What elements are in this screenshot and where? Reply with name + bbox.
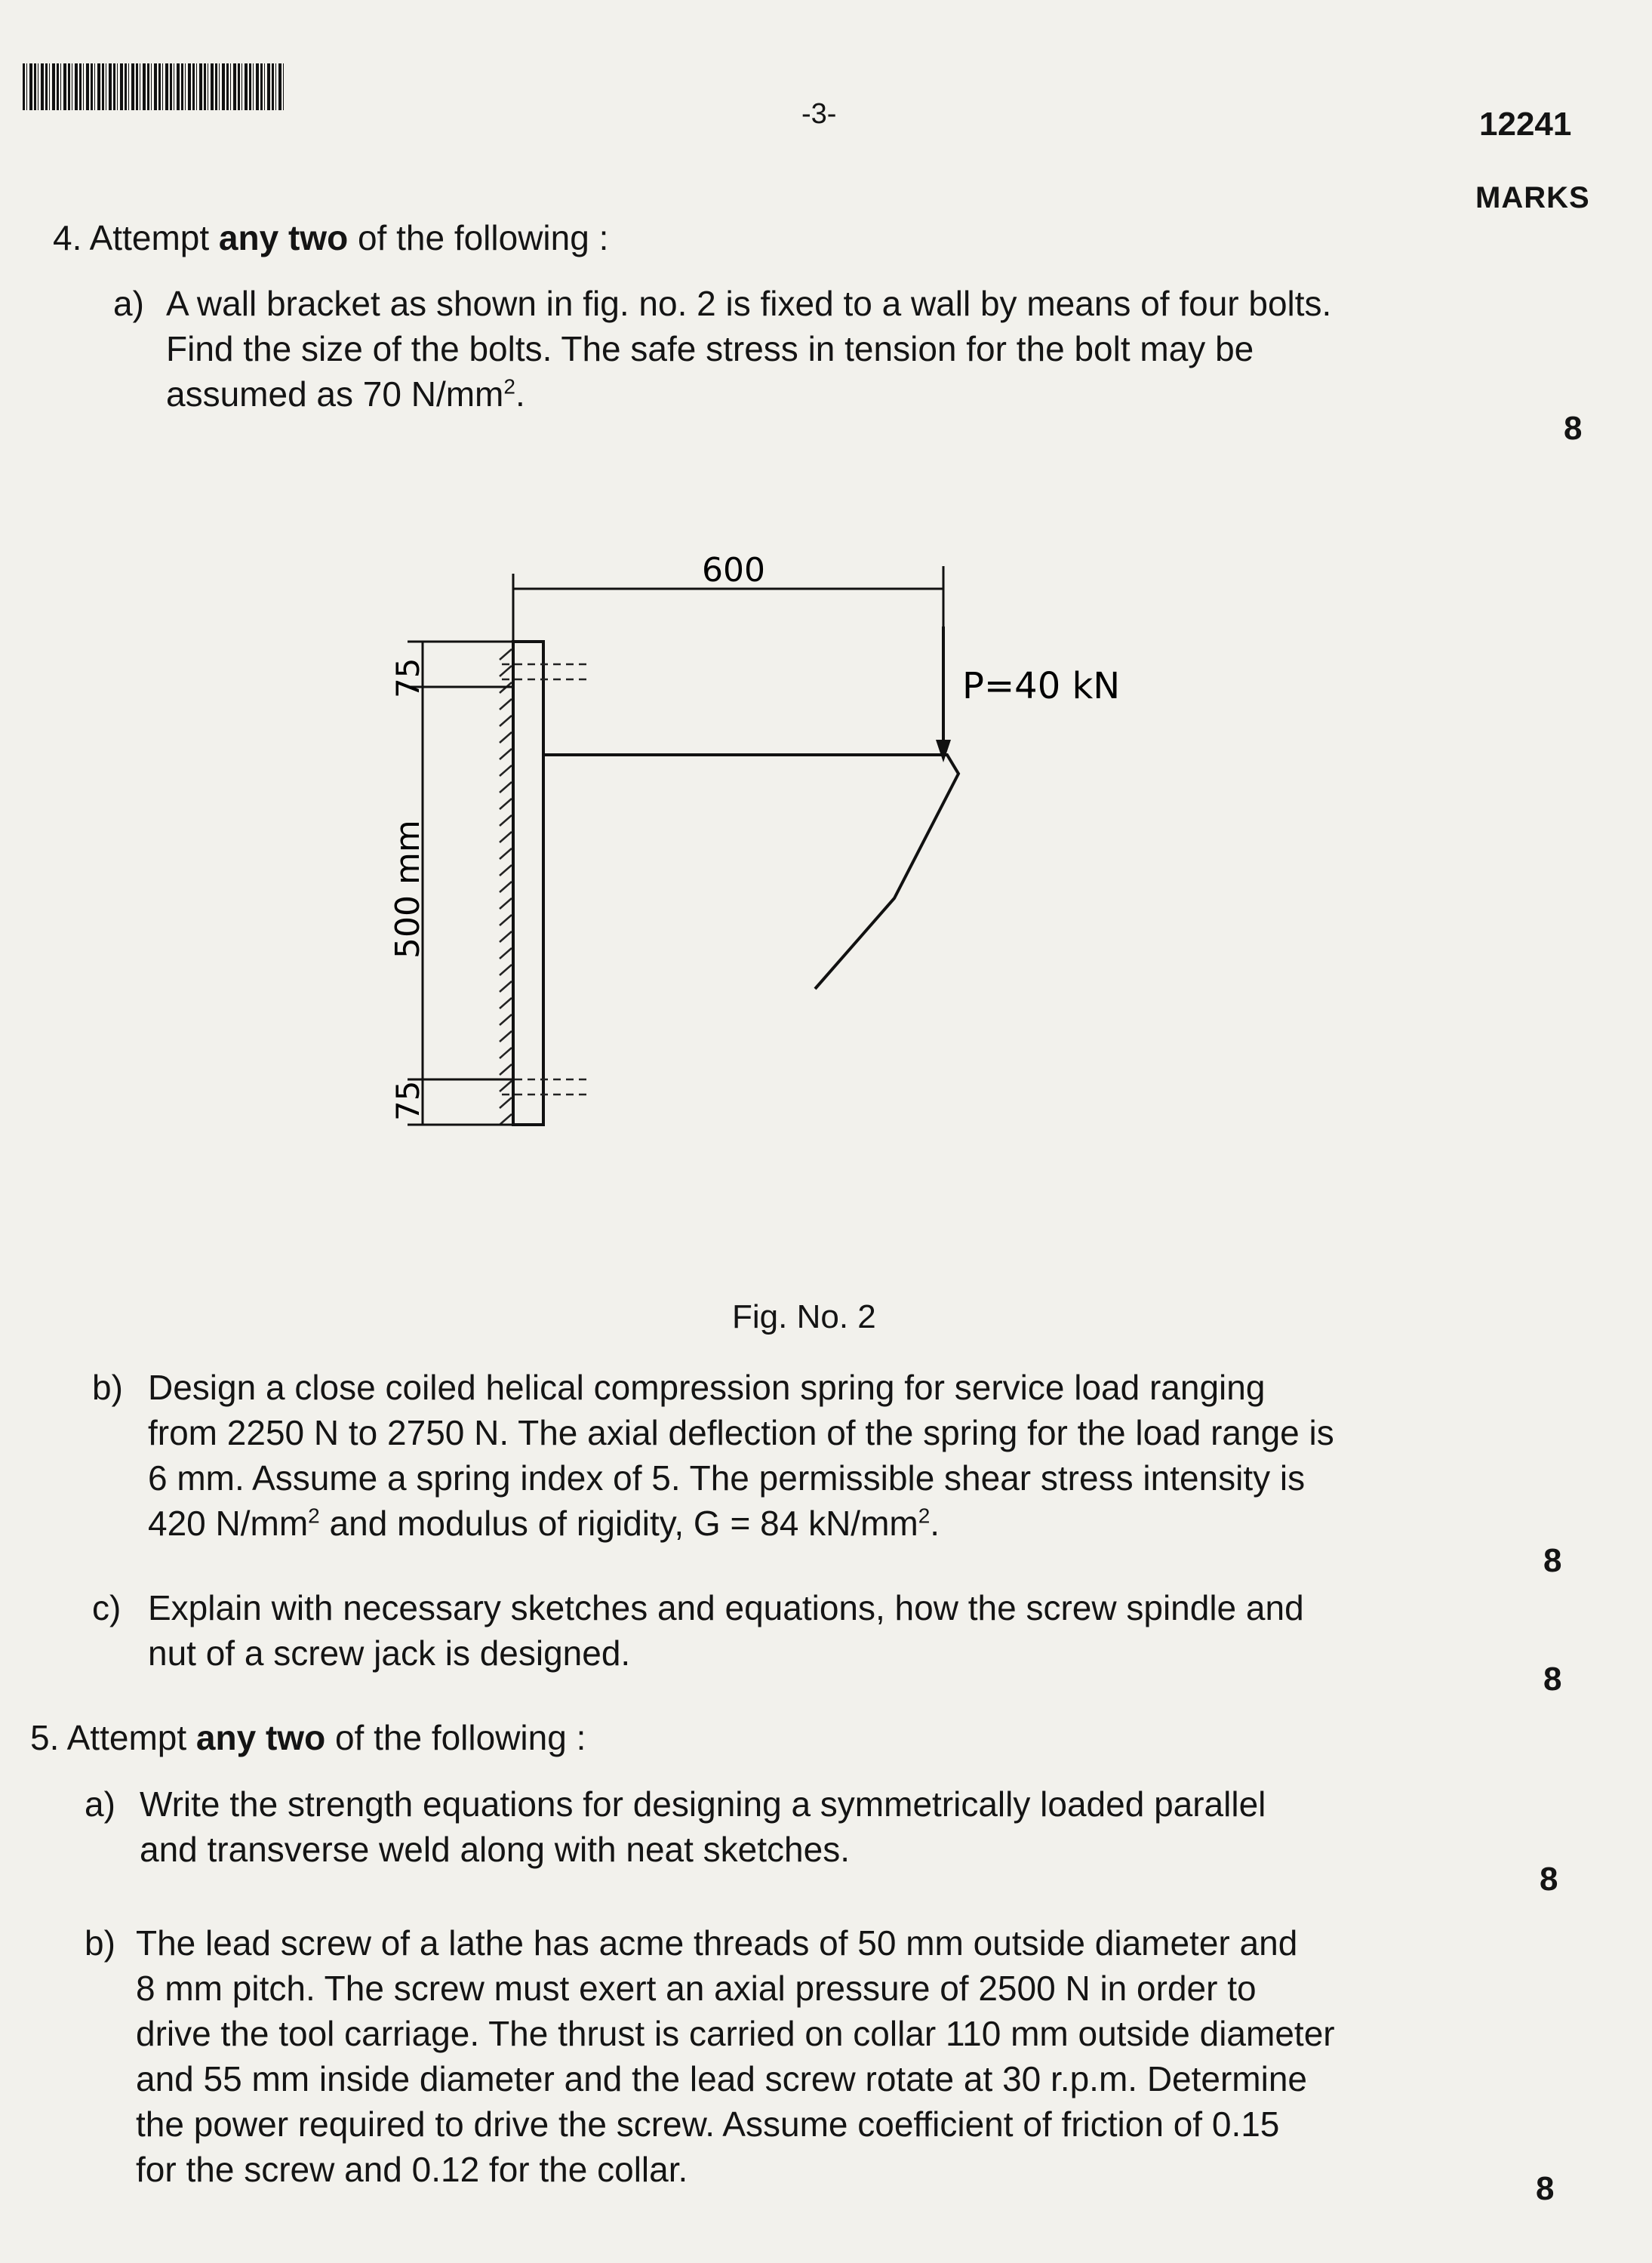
q5a-text: [140, 1781, 1528, 1872]
q5a-line1: Write the strength equations for designing a symmetrically loaded parallel: [140, 1784, 1266, 1824]
hatch-stroke: [500, 716, 512, 726]
q5a-label: a): [85, 1784, 115, 1824]
q4a-line3-pre: assumed as 70 N/mm: [166, 374, 504, 414]
hatch-stroke: [500, 1064, 512, 1075]
hatch-stroke: [500, 1015, 512, 1025]
q4-heading: [53, 217, 608, 258]
hatch-stroke: [500, 931, 512, 942]
q5b-label: b): [85, 1923, 115, 1963]
hatch-stroke: [500, 915, 512, 925]
hatch-stroke: [500, 965, 512, 975]
q5-intro-bold: any two: [195, 1718, 326, 1757]
hatch-stroke: [500, 815, 512, 826]
hatch-stroke: [500, 1031, 512, 1042]
hatch-stroke: [500, 799, 512, 809]
q4a-marks: 8: [1564, 410, 1583, 447]
hatch-stroke: [500, 1114, 512, 1125]
q4-intro-pre: Attempt: [89, 218, 219, 257]
q4a-line1: A wall bracket as shown in fig. no. 2 is fixed to a wall by means of four bolts.: [166, 284, 1332, 323]
hatch-stroke: [500, 649, 512, 660]
q4b-line4-post: .: [930, 1504, 940, 1543]
q4a-line3-sup: 2: [503, 374, 515, 399]
bracket-arm-drawn: [543, 747, 958, 1064]
q4b-line4-sup2: 2: [918, 1504, 931, 1528]
q5-number: 5.: [30, 1718, 60, 1757]
dim-600-label: 600: [702, 551, 765, 590]
dimension-600: [513, 566, 943, 755]
bracket-top-arm: [543, 755, 958, 989]
bracket-outline: [513, 642, 558, 755]
q5b-line3: drive the tool carriage. The thrust is carried on collar 110 mm outside diameter: [136, 2014, 1335, 2053]
q4b-line4: [148, 1501, 1529, 1546]
q4c-marks: 8: [1543, 1661, 1562, 1698]
hatch-stroke: [500, 865, 512, 876]
hatch-stroke: [500, 882, 512, 892]
q5b-text: [136, 1920, 1547, 2192]
bracket-arm: [543, 747, 974, 1125]
q4a-line3: [166, 371, 1524, 417]
figure-caption: Fig. No. 2: [732, 1298, 876, 1335]
bracket-main: [543, 755, 951, 989]
hatch-stroke: [500, 666, 512, 676]
q4b-line4-mid: and modulus of rigidity, G = 84 kN/mm: [319, 1504, 918, 1543]
q4c-line2: nut of a screw jack is designed.: [148, 1633, 631, 1673]
fig-wall-bracket: [362, 536, 1121, 1366]
q4a-label: a): [113, 284, 144, 323]
q4-intro-post: of the following :: [348, 218, 609, 257]
q4c-line1: Explain with necessary sketches and equations, how the screw spindle and: [148, 1588, 1304, 1627]
load-label: P=40 kN: [962, 665, 1121, 707]
q4c-text: [148, 1585, 1529, 1676]
hatch-stroke: [500, 732, 512, 743]
hatch-stroke: [500, 898, 512, 909]
q4b-text: [148, 1365, 1529, 1546]
hatch-stroke: [500, 832, 512, 842]
hatch-stroke: [500, 1081, 512, 1091]
bolt-center-lines: [502, 664, 589, 1095]
q4c-label: c): [92, 1588, 122, 1627]
q4-number: 4.: [53, 218, 82, 257]
q4b-line4-sup1: 2: [308, 1504, 320, 1528]
q5-intro-pre: Attempt: [66, 1718, 196, 1757]
dim-500-label: 500 mm: [389, 820, 427, 959]
page-number: -3-: [801, 98, 837, 130]
q4b-label: b): [92, 1368, 123, 1407]
q5b-marks: 8: [1536, 2170, 1555, 2207]
q5a-marks: 8: [1540, 1861, 1558, 1898]
bracket-shape: [543, 747, 951, 959]
q4b-marks: 8: [1543, 1542, 1562, 1579]
q5a-line2: and transverse weld along with neat sketches.: [140, 1830, 850, 1869]
hatch-stroke: [500, 998, 512, 1008]
bracket-final: [543, 747, 962, 974]
barcode: [23, 63, 284, 110]
q5b-line5: the power required to drive the screw. Assume coefficient of friction of 0.15: [136, 2104, 1280, 2144]
hatch-stroke: [500, 1098, 512, 1108]
q5b-line4: and 55 mm inside diameter and the lead screw rotate at 30 r.p.m. Determine: [136, 2059, 1308, 2098]
wall-bracket-diagram: [362, 536, 1121, 1366]
hatch-stroke: [500, 848, 512, 859]
marks-column-header: MARKS: [1475, 181, 1590, 214]
q4b-line4-pre: 420 N/mm: [148, 1504, 309, 1543]
paper-code: 12241: [1479, 106, 1572, 143]
hatch-stroke: [500, 749, 512, 759]
dim-75-bottom: 75: [389, 1080, 426, 1121]
q4a-line3-post: .: [515, 374, 525, 414]
hatch-stroke: [500, 699, 512, 710]
q5-intro-post: of the following :: [325, 1718, 586, 1757]
q4b-line1: Design a close coiled helical compression spring for service load ranging: [148, 1368, 1266, 1407]
q5b-line1: The lead screw of a lathe has acme threads of 50 mm outside diameter and: [136, 1923, 1298, 1963]
hatch-stroke: [500, 782, 512, 793]
hatch-stroke: [500, 765, 512, 776]
q4b-line3: 6 mm. Assume a spring index of 5. The permissible shear stress intensity is: [148, 1458, 1306, 1498]
dim-75-top: 75: [389, 657, 426, 698]
hatch-stroke: [500, 948, 512, 959]
q4a-line2: Find the size of the bolts. The safe stress in tension for the bolt may be: [166, 329, 1254, 368]
q4b-line2: from 2250 N to 2750 N. The axial deflection of the spring for the load range is: [148, 1413, 1334, 1452]
bracket-plate: [513, 642, 543, 1125]
q4-intro-bold: any two: [218, 218, 349, 257]
q4a-text: [166, 281, 1524, 417]
q5b-line2: 8 mm pitch. The screw must exert an axial pressure of 2500 N in order to: [136, 1969, 1257, 2008]
hatch-stroke: [500, 1048, 512, 1058]
q5b-line6: for the screw and 0.12 for the collar.: [136, 2150, 688, 2189]
q5-heading: [30, 1717, 586, 1758]
hatch-stroke: [500, 981, 512, 992]
